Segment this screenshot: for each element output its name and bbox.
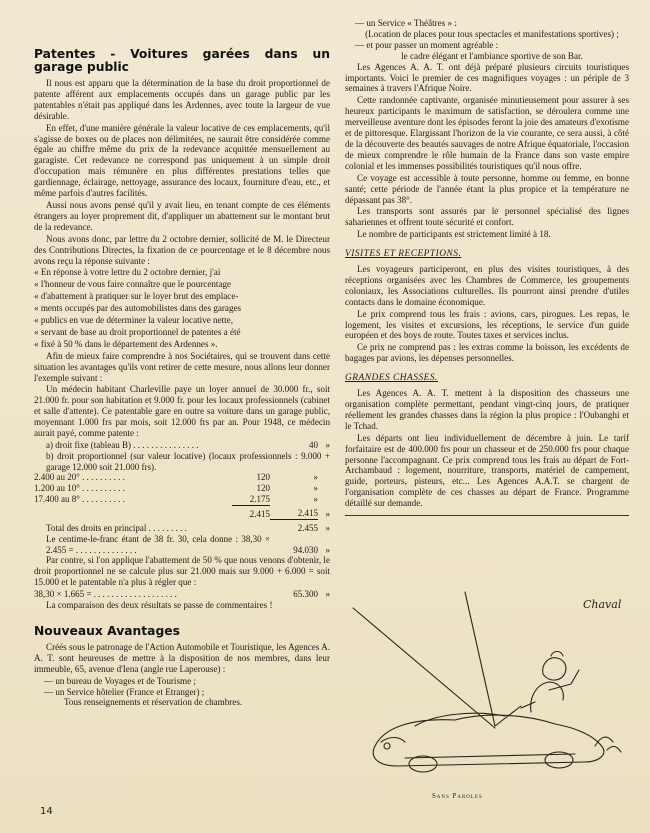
list-item: — et pour passer un moment agréable : xyxy=(355,39,499,50)
subtotal-carried: 2.415 xyxy=(297,508,318,519)
paragraph: Aussi nous avons pensé qu'il y avait lieu, en tenant compte de ces éléments étrangers au loyer proprement dit, d'appliquer un abattement sur le montant brut de la redevance. xyxy=(34,199,330,232)
right-column xyxy=(345,18,629,516)
paragraph: Les voyageurs participeront, en plus des visites touristiques, à des réceptions organisées avec les Chambres de Commerce, les groupements coloniaux, les Associations culturelles. Ils pourront ainsi prendre d'utiles contacts dans le domaine économique. xyxy=(345,264,629,307)
paragraph: La comparaison des deux résultats se passe de commentaires ! xyxy=(46,599,273,610)
page-number: 14 xyxy=(40,806,53,817)
paragraph: Cette randonnée captivante, organisée minutieusement pour assurer à ses heureux participants le maximum de satisfaction, se déroulera comme une merveilleuse aventure dont les épisodes feront la joie des amateurs d'exotisme et de pittoresque. Elargissant l'horizon de la vie courante, ce sera aussi, à côté de la découverte des beautés sauvages de notre Afrique équatoriale, l'occasion de mieux comprendre le rôle humain de la France dans son vaste empire colonial et les immenses possibilités touristiques qu'il nous offre. xyxy=(345,95,629,171)
list-item: — un bureau de Voyages et de Tourisme ; xyxy=(44,675,196,686)
unit: » xyxy=(313,494,318,505)
quote-line: « En réponse à votre lettre du 2 octobre dernier, j'ai xyxy=(34,267,221,278)
list-item: le cadre élégant et l'ambiance sportive de son Bar. xyxy=(401,50,583,61)
list-item: — un Service « Théâtres » : xyxy=(355,18,457,28)
unit: » xyxy=(325,589,330,600)
heading-visites: VISITES ET RECEPTIONS. xyxy=(345,249,462,260)
director-quote xyxy=(34,267,330,349)
final-label: 38,30 × 1.665 = . . . . . . . . . . . . . . . . . . . xyxy=(34,589,177,600)
list-item: — un Service hôtelier (France et Etranger) ; xyxy=(44,686,205,697)
paragraph: Ce voyage est accessible à toute personne, homme ou femme, en bonne santé; cette période de l'année étant la plus propice et la température ne dépassant pas 38°. xyxy=(345,172,629,205)
unit: » xyxy=(325,440,330,450)
calc-row-label: 2.400 au 20° . . . . . . . . . . xyxy=(34,472,125,483)
final-calc xyxy=(34,589,330,600)
paragraph: Afin de mieux faire comprendre à nos Sociétaires, qui se trouvent dans cette situation les avantages qu'ils vont retirer de cette mesure, nous allons leur donner l'exemple suivant : xyxy=(34,350,330,383)
heading-chasses: GRANDES CHASSES. xyxy=(345,373,438,384)
heading-patentes: Patentes - Voitures garées dans un garage public xyxy=(34,47,330,74)
unit: » xyxy=(325,544,330,555)
divider xyxy=(345,515,629,516)
paragraph: Il nous est apparu que la détermination de la base du droit proportionnel de patente afférent aux emplacements occupés dans un garage public par les patentables n'était pas appliqué dans les Ardennes, avec toute la largeur de vue désirable. xyxy=(34,78,330,121)
total-value: 2.455 xyxy=(270,520,318,534)
quote-line: « servant de base au droit proportionnel de patentes a été xyxy=(34,326,241,337)
final-value: 65.300 xyxy=(293,589,318,600)
paragraph: En effet, d'une manière générale la valeur locative de ces emplacements, qu'il s'agisse de boxes ou de places non délimitées, ne saurait être considérée comme égale au chiffre même du prix de la redevance acquittée mensuellement au garagiste. Cet redevance ne correspond pas uniquement à un simple droit d'occupation mais rémunère en plus différentes prestations telles que gardiennage, éclairage, nettoyage, assurance des locaux, fourniture d'eau, etc., et même parfois d'autres facilités. xyxy=(34,122,330,199)
calc-row-value: 2.175 xyxy=(249,493,270,504)
quote-line: « ments occupés par des automobilistes dans des garages xyxy=(34,303,242,314)
total-label: Total des droits en principal . . . . . . . . . xyxy=(46,523,187,534)
paragraph: Le prix comprend tous les frais : avions, cars, pirogues. Les repas, le logement, les visites et excursions, les réceptions, le service d'un guide européen et des boys de route. Toutes taxes et services inclus. xyxy=(345,308,629,341)
calculation-table xyxy=(34,440,330,555)
cartoon-illustration xyxy=(345,586,635,786)
calc-value: 40 xyxy=(309,440,318,450)
centime-value: 94.030 xyxy=(293,544,318,555)
unit: » xyxy=(313,472,318,483)
paragraph: Les départs ont lieu individuellement de décembre à juin. Le tarif forfaitaire est de 400.000 frs pour un chasseur et de 250.000 frs pour chaque personne l'accompagnant. Ce prix comprend tous les frais au départ de Fort-Archambaud : logement, nourriture, transports, matériel de campement, guide, porteurs, pisteurs, etc... Les Agences A.A.T. se chargent de l'organisation complète de ces chasses au départ de France. Programme détaillé sur demande. xyxy=(345,432,629,509)
unit: » xyxy=(313,483,318,494)
unit: » xyxy=(325,523,330,534)
list-item: Tous renseignements et réservation de chambres. xyxy=(64,697,243,708)
paragraph: Créés sous le patronage de l'Action Automobile et Touristique, les Agences A. A. T. sont heureuses de mettre à la disposition de nos membres, dans leur immeuble, 65, avenue d'Iena (angle rue Laperouse) : xyxy=(34,641,330,674)
artist-signature: Chaval xyxy=(583,598,622,611)
centime-label: Le centime-le-franc étant de 38 fr. 30, cela donne : 38,30 × 2.455 = . . . . . . . . . . . . . . xyxy=(46,533,270,555)
calc-row-label: 17.400 au 8° . . . . . . . . . . xyxy=(34,494,125,505)
list-item: (Location de places pour tous spectacles et manifestations sportives) ; xyxy=(365,28,619,39)
calc-row-value: 120 xyxy=(256,472,270,483)
paragraph: Un médecin habitant Charleville paye un loyer annuel de 30.000 fr., soit 21.000 fr. pour son habitation et 9.000 fr. pour les locaux professionnels (cabinet et salle d'attente). Ce patentable gare en outre sa voiture dans un garage public, moyennant 1.000 frs par mois, soit 12.000 frs par an. Pour 1948, ce médecin aurait payé, comme patente : xyxy=(34,384,330,439)
services-list-continued xyxy=(345,18,629,62)
calc-row-value: 120 xyxy=(256,483,270,494)
paragraph: Les Agences A. A. T. ont déjà préparé plusieurs circuits touristiques importants. Voici le premier de ces magnifiques voyages : un périple de 3 semaines à travers l'Afrique Noire. xyxy=(345,61,629,94)
quote-line: « fixé à 50 % dans le département des Ardennes ». xyxy=(34,338,218,349)
paragraph: Les transports sont assurés par le personnel spécialisé des lignes sahariennes et offrent toute sécurité et confort. xyxy=(345,206,629,228)
calc-label: b) droit proportionnel (sur valeur locative) (locaux professionnels : 9.000 + garage 12.000 soit 21.000 frs). xyxy=(46,450,330,472)
cartoon-caption: Sans Paroles xyxy=(432,793,483,800)
paragraph: Ce prix ne comprend pas : les extras comme la boisson, les excédents de bagages par avions, les dépenses personnelles. xyxy=(345,342,629,364)
paragraph: Le nombre de participants est strictement limité à 18. xyxy=(357,229,551,240)
quote-line: « d'abattement à pratiquer sur le loyer brut des emplace- xyxy=(34,291,239,302)
unit: » xyxy=(325,508,330,519)
quote-line: « l'honneur de vous faire connaître que le pourcentage xyxy=(34,279,232,290)
paragraph: Nous avons donc, par lettre du 2 octobre dernier, sollicité de M. le Directeur des Contributions Directes, la fixation de ce pourcentage et le 8 décembre nous avons reçu la réponse suivante : xyxy=(34,233,330,266)
paragraph: Les Agences A. A. T. mettent à la disposition des chasseurs une organisation complète permettant, pendant vingt-cinq jours, de pratiquer réellement les grandes chasses dans la région la plus propice : l'Oubanghi et le Tchad. xyxy=(345,388,629,431)
left-column xyxy=(34,30,330,708)
subtotal: 2.415 xyxy=(232,505,270,519)
calc-label: a) droit fixe (tableau B) . . . . . . . . . . . . . . . xyxy=(46,440,199,450)
calc-row-label: 1.200 au 10° . . . . . . . . . . xyxy=(34,483,125,494)
heading-nouveaux-avantages: Nouveaux Avantages xyxy=(34,623,180,638)
paragraph: Par contre, si l'on applique l'abattement de 50 % que nous venons d'obtenir, le droit proportionnel ne se calcule plus sur 21.000 mais sur 9.000 + 6.000 = soit 15.000 et le patentable n'a plus à régler que : xyxy=(34,555,330,588)
services-list xyxy=(34,676,330,709)
quote-line: « publics en vue de déterminer la valeur locative nette, xyxy=(34,315,233,326)
